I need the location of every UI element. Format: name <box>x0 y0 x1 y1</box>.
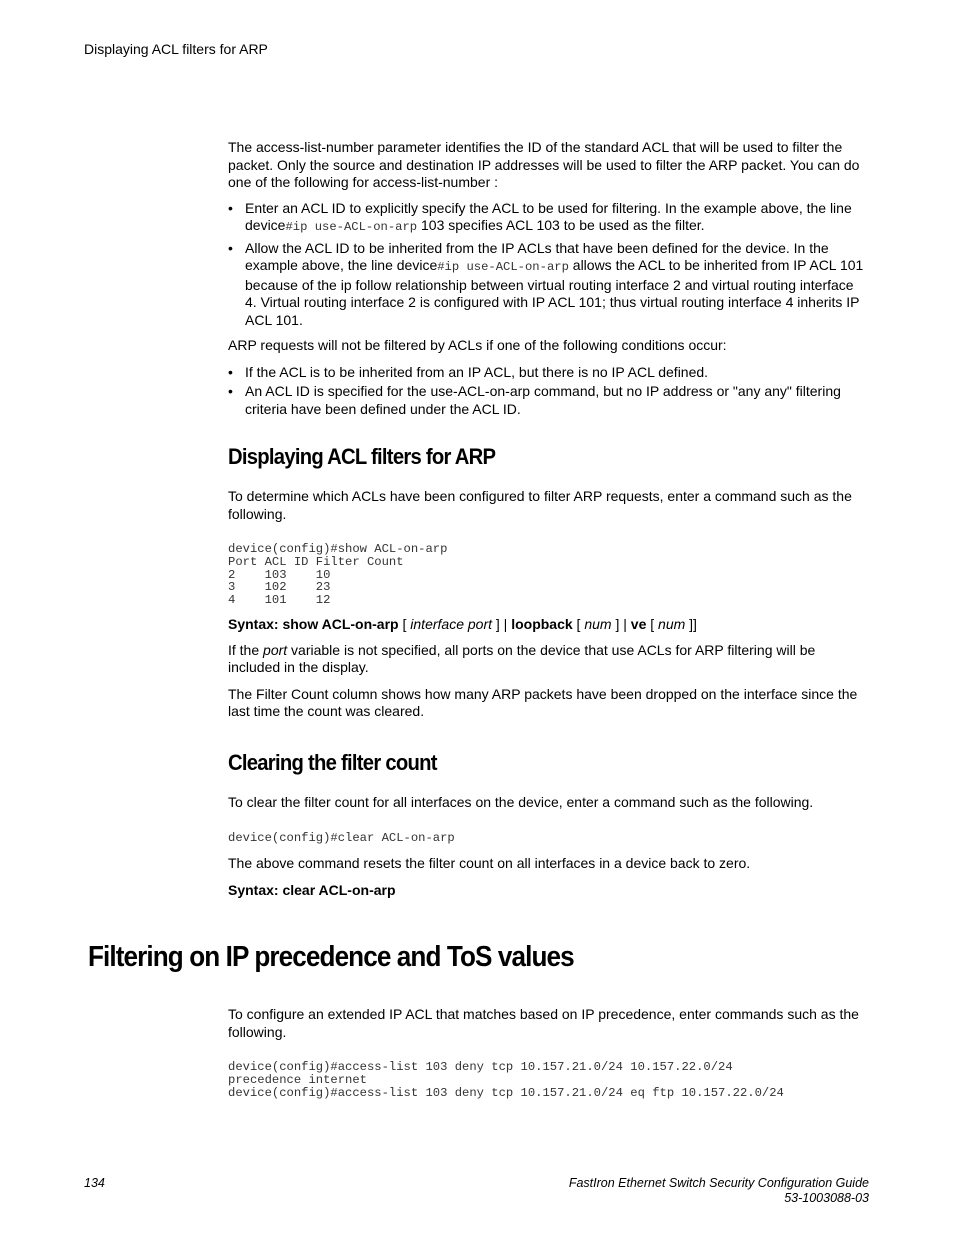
bullet-text: If the ACL is to be inherited from an IP ACL, but there is no IP ACL defined. <box>245 363 709 380</box>
list-item <box>228 364 868 382</box>
chapter-heading: Filtering on IP precedence and ToS values <box>88 941 574 973</box>
display-syntax-block <box>228 616 868 721</box>
clear-section-body <box>228 794 868 812</box>
syntax-keyword: ve <box>630 616 647 632</box>
clear-result-paragraph: The above command resets the filter count on all interfaces in a device back to zero. <box>228 855 751 871</box>
port-variable-paragraph <box>228 642 868 677</box>
bullet-icon: • <box>228 363 233 380</box>
doc-number: 53-1003088-03 <box>784 1191 869 1205</box>
filter-count-paragraph: The Filter Count column shows how many ARP packets have been dropped on the interface since the last time the count was cleared. <box>228 685 858 719</box>
display-intro-paragraph: To determine which ACLs have been configured to filter ARP requests, enter a command such as the following. <box>228 488 852 522</box>
chapter-body <box>228 1006 868 1041</box>
intro-bullet-list <box>228 200 868 330</box>
paragraph-variable: port <box>263 641 288 658</box>
syntax-punct: ] | <box>611 616 631 632</box>
intro-paragraph: The access-list-number parameter identifies the ID of the standard ACL that will be used to filter the packet. Only the source and destination IP addresses will be used to filter the ARP packet. You can do one of the following for access-list-number : <box>228 139 860 190</box>
section-heading-display: Displaying ACL filters for ARP <box>228 444 496 469</box>
display-section-body <box>228 488 868 523</box>
syntax-punct: ]] <box>685 616 697 632</box>
syntax-keyword: loopback <box>511 616 573 632</box>
bullet-icon: • <box>228 199 233 216</box>
clear-section-body-2 <box>228 855 868 899</box>
code-block-access-list: device(config)#access-list 103 deny tcp 10.157.21.0/24 10.157.22.0/24 precedence internet device(config)#access-list 103 deny tcp 10.157.21.0/24 eq ftp 10.157.22.0/24 <box>228 1060 784 1100</box>
code-block-show: device(config)#show ACL-on-arp Port ACL ID Filter Count 2 103 10 3 102 23 4 101 12 <box>228 542 448 608</box>
bullet-text: An ACL ID is specified for the use-ACL-on-arp command, but no IP address or "any any" filtering criteria have been defined under the ACL ID. <box>245 383 841 417</box>
guide-title: FastIron Ethernet Switch Security Configuration Guide <box>568 1176 869 1190</box>
list-item <box>228 240 868 330</box>
syntax-punct: [ <box>398 616 411 632</box>
bullet-text: allows the ACL to be inherited from IP ACL 101 because of the ip follow relationship between virtual routing interface 2 and virtual routing interface 4. Virtual routing interface 2 is configured with IP ACL 101; thus virtual routing interface 4 inherits IP ACL 101. <box>245 257 864 328</box>
syntax-punct: ] | <box>492 616 512 632</box>
intro-block <box>228 139 868 418</box>
bullet-text: Enter an ACL ID to explicitly specify the ACL to be used for filtering. In the example above, the line device <box>245 199 852 233</box>
bullet-text: Allow the ACL ID to be inherited from the IP ACLs that have been defined for the device. In the example above, the line device <box>245 239 829 273</box>
list-item <box>228 383 868 418</box>
syntax-punct: [ <box>646 616 659 632</box>
syntax-punct: [ <box>572 616 585 632</box>
syntax-variable: num <box>584 616 612 632</box>
bullet-icon: • <box>228 239 233 256</box>
running-header: Displaying ACL filters for ARP <box>84 41 268 57</box>
section-heading-clear: Clearing the filter count <box>228 750 437 775</box>
inline-code: #ip use-ACL-on-arp <box>285 220 418 234</box>
bullet-icon: • <box>228 383 233 399</box>
paragraph-text: variable is not specified, all ports on the device that use ACLs for ARP filtering will be included in the display. <box>228 641 816 675</box>
syntax-line <box>228 616 868 634</box>
syntax-variable: interface port <box>410 616 492 632</box>
paragraph-text: If the <box>228 641 264 658</box>
syntax-variable: num <box>658 616 686 632</box>
code-block-clear: device(config)#clear ACL-on-arp <box>228 831 455 845</box>
conditions-paragraph: ARP requests will not be filtered by ACLs if one of the following conditions occur: <box>228 337 727 353</box>
chapter-intro-paragraph: To configure an extended IP ACL that matches based on IP precedence, enter commands such as the following. <box>228 1006 859 1040</box>
clear-syntax-line: Syntax: clear ACL-on-arp <box>228 881 396 898</box>
bullet-text: 103 specifies ACL 103 to be used as the filter. <box>417 217 705 233</box>
conditions-bullet-list <box>228 364 868 419</box>
syntax-command: Syntax: show ACL-on-arp <box>228 616 399 632</box>
clear-intro-paragraph: To clear the filter count for all interfaces on the device, enter a command such as the following. <box>228 794 814 810</box>
inline-code: #ip use-ACL-on-arp <box>437 260 569 274</box>
list-item <box>228 200 868 237</box>
footer-info <box>569 1176 869 1206</box>
page-number: 134 <box>84 1176 105 1190</box>
